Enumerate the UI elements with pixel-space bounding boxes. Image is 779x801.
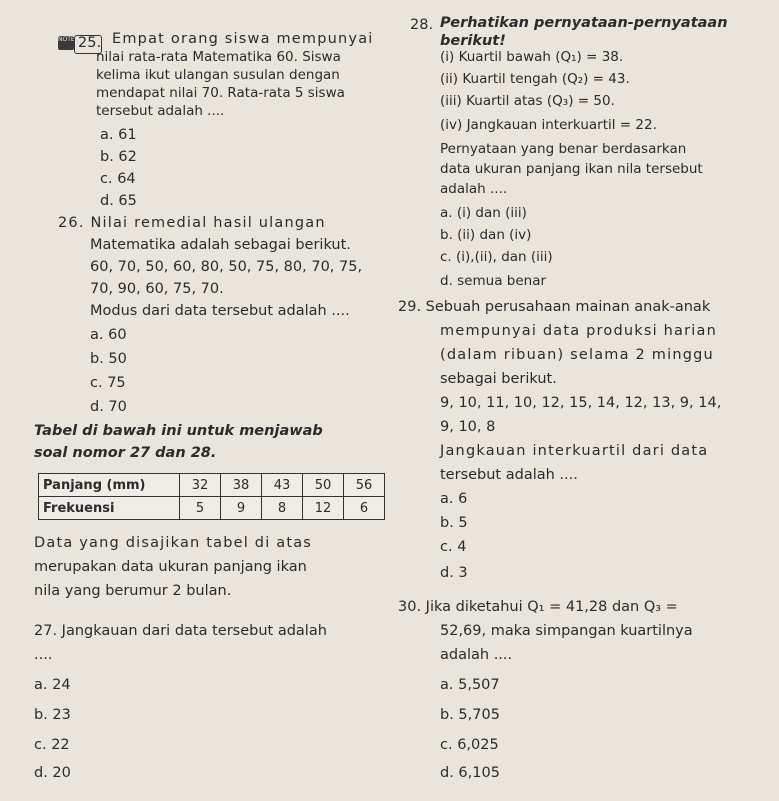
- q29-option-d: d. 3: [440, 565, 468, 581]
- q28-option-d: d. semua benar: [440, 273, 547, 289]
- q28-statement-1: (i) Kuartil bawah (Q₁) = 38.: [440, 49, 624, 65]
- q25-option-c: c. 64: [100, 171, 136, 187]
- q26-option-c: c. 75: [90, 375, 126, 391]
- q28-option-b: b. (ii) dan (iv): [440, 227, 532, 243]
- q26-option-a: a. 60: [90, 327, 127, 343]
- q28-line5: adalah ....: [440, 181, 508, 197]
- q30-line1: 30. Jika diketahui Q₁ = 41,28 dan Q₃ =: [398, 599, 678, 615]
- q26-option-d: d. 70: [90, 399, 127, 415]
- table-cell: 38: [221, 474, 262, 497]
- q30-option-d: d. 6,105: [440, 765, 500, 781]
- q26-line3: 60, 70, 50, 60, 80, 50, 75, 80, 70, 75,: [90, 259, 363, 275]
- q26-line2: Matematika adalah sebagai berikut.: [90, 237, 351, 253]
- q25-line3: kelima ikut ulangan susulan dengan: [96, 67, 340, 83]
- table-intro-line2: soal nomor 27 dan 28.: [34, 445, 217, 461]
- q27-option-d: d. 20: [34, 765, 71, 781]
- table-cell: 5: [180, 497, 221, 520]
- q28-line1: Perhatikan pernyataan-pernyataan: [440, 15, 728, 31]
- q25-line2: nilai rata-rata Matematika 60. Siswa: [96, 49, 341, 65]
- q25-line5: tersebut adalah ....: [96, 103, 225, 119]
- q28-option-a: a. (i) dan (iii): [440, 205, 527, 221]
- q28-line4: data ukuran panjang ikan nila tersebut: [440, 161, 703, 177]
- q27-line1: 27. Jangkauan dari data tersebut adalah: [34, 623, 327, 639]
- table-cell: 43: [262, 474, 303, 497]
- q30-option-c: c. 6,025: [440, 737, 499, 753]
- q25-option-b: b. 62: [100, 149, 137, 165]
- q28-line3: Pernyataan yang benar berdasarkan: [440, 141, 687, 157]
- table-header-panjang: Panjang (mm): [39, 474, 180, 497]
- q29-line4: sebagai berikut.: [440, 371, 557, 387]
- table-cell: 6: [344, 497, 385, 520]
- table-cell: 8: [262, 497, 303, 520]
- q30-option-b: b. 5,705: [440, 707, 500, 723]
- q29-option-c: c. 4: [440, 539, 467, 555]
- table-row: [39, 497, 385, 520]
- q29-option-a: a. 6: [440, 491, 468, 507]
- q28-option-c: c. (i),(ii), dan (iii): [440, 249, 553, 265]
- q29-line2: mempunyai data produksi harian: [440, 323, 717, 339]
- table-desc-line3: nila yang berumur 2 bulan.: [34, 583, 232, 599]
- q26-line4: 70, 90, 60, 75, 70.: [90, 281, 224, 297]
- q29-line6: 9, 10, 8: [440, 419, 496, 435]
- q30-line3: adalah ....: [440, 647, 513, 663]
- table-header-frekuensi: Frekuensi: [39, 497, 180, 520]
- q25-option-a: a. 61: [100, 127, 137, 143]
- table-desc-line1: Data yang disajikan tabel di atas: [34, 535, 313, 551]
- q28-number: 28.: [410, 17, 434, 33]
- q29-line1: 29. Sebuah perusahaan mainan anak-anak: [398, 299, 711, 315]
- table-row: [39, 474, 385, 497]
- q26-line5: Modus dari data tersebut adalah ....: [90, 303, 350, 319]
- table-cell: 50: [303, 474, 344, 497]
- q28-line2: berikut!: [440, 33, 506, 49]
- q27-option-b: b. 23: [34, 707, 71, 723]
- q26-option-b: b. 50: [90, 351, 127, 367]
- q29-line3: (dalam ribuan) selama 2 minggu: [440, 347, 714, 363]
- table-cell: 56: [344, 474, 385, 497]
- table-cell: 9: [221, 497, 262, 520]
- q28-statement-2: (ii) Kuartil tengah (Q₂) = 43.: [440, 71, 630, 87]
- q29-line7: Jangkauan interkuartil dari data: [440, 443, 709, 459]
- q29-line8: tersebut adalah ....: [440, 467, 578, 483]
- table-desc-line2: merupakan data ukuran panjang ikan: [34, 559, 307, 575]
- table-cell: 32: [180, 474, 221, 497]
- q25-number: 25.: [78, 35, 102, 51]
- q30-line2: 52,69, maka simpangan kuartilnya: [440, 623, 693, 639]
- q25-line1: Empat orang siswa mempunyai: [112, 31, 374, 47]
- q30-option-a: a. 5,507: [440, 677, 500, 693]
- q28-statement-4: (iv) Jangkauan interkuartil = 22.: [440, 117, 657, 133]
- q27-option-c: c. 22: [34, 737, 70, 753]
- q27-line2: ....: [34, 647, 53, 663]
- table-cell: 12: [303, 497, 344, 520]
- q29-line5: 9, 10, 11, 10, 12, 15, 14, 12, 13, 9, 14,: [440, 395, 722, 411]
- q26-line1: 26. Nilai remedial hasil ulangan: [58, 215, 326, 231]
- q28-statement-3: (iii) Kuartil atas (Q₃) = 50.: [440, 93, 615, 109]
- q25-option-d: d. 65: [100, 193, 137, 209]
- data-table: [38, 473, 385, 520]
- q27-option-a: a. 24: [34, 677, 71, 693]
- table-intro-line1: Tabel di bawah ini untuk menjawab: [34, 423, 323, 439]
- q29-option-b: b. 5: [440, 515, 468, 531]
- q25-line4: mendapat nilai 70. Rata-rata 5 siswa: [96, 85, 345, 101]
- note-badge-icon: NOTE: [58, 36, 74, 50]
